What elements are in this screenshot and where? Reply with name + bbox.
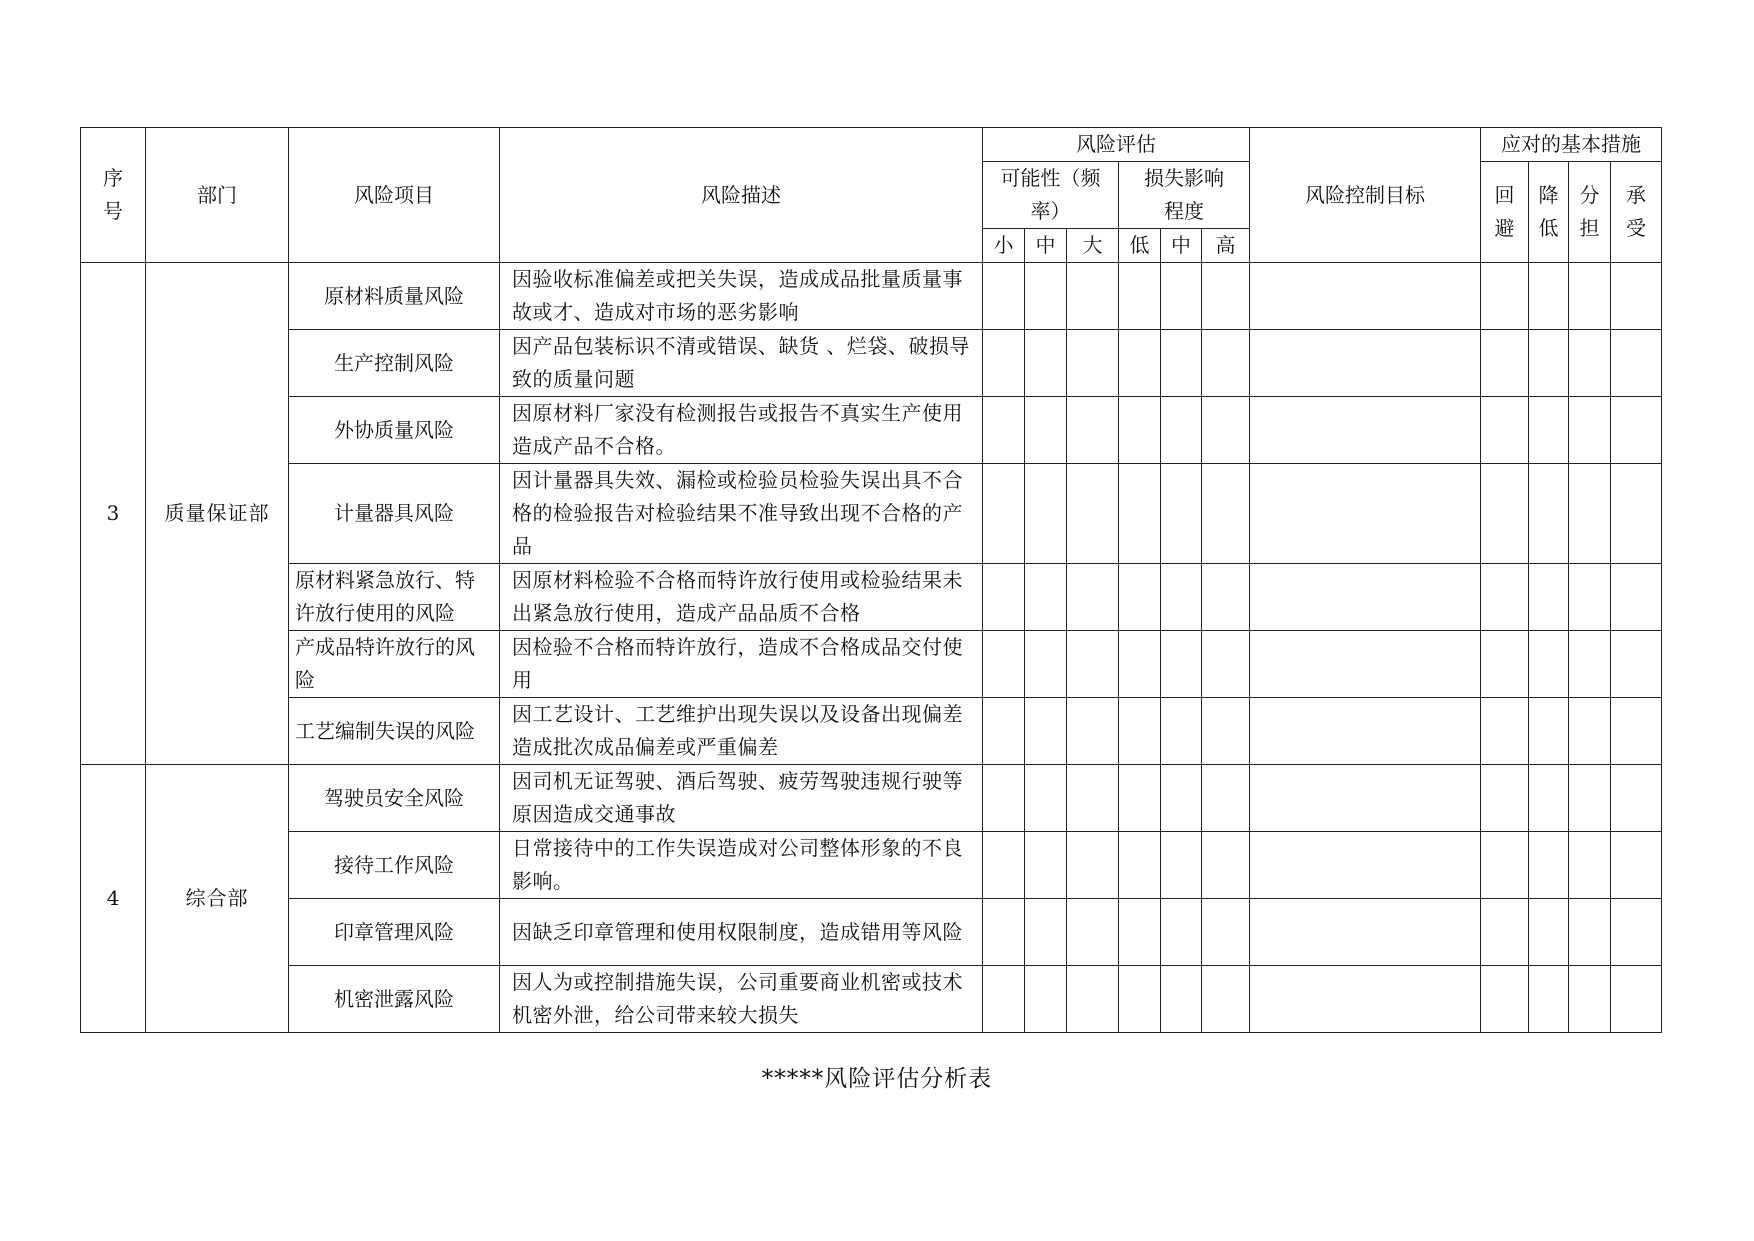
cell-measure-reduce[interactable] bbox=[1529, 564, 1569, 631]
risk-item-cell: 原材料紧急放行、特许放行使用的风险 bbox=[289, 564, 500, 631]
cell-measure-share[interactable] bbox=[1569, 564, 1611, 631]
header-imp-low: 低 bbox=[1119, 229, 1161, 263]
risk-item-cell: 机密泄露风险 bbox=[289, 966, 500, 1033]
header-dept: 部门 bbox=[146, 128, 289, 263]
cell-measure-accept[interactable] bbox=[1611, 899, 1662, 966]
cell-imp-low[interactable] bbox=[1119, 698, 1161, 765]
header-lik-small: 小 bbox=[983, 229, 1025, 263]
cell-measure-accept[interactable] bbox=[1611, 397, 1662, 464]
cell-lik-large[interactable] bbox=[1067, 464, 1119, 564]
risk-desc-cell: 因检验不合格而特许放行，造成不合格成品交付使用 bbox=[500, 631, 983, 698]
cell-control-goal[interactable] bbox=[1250, 464, 1481, 564]
cell-imp-medium[interactable] bbox=[1161, 330, 1202, 397]
cell-measure-accept[interactable] bbox=[1611, 263, 1662, 330]
risk-desc-cell: 因原材料厂家没有检测报告或报告不真实生产使用造成产品不合格。 bbox=[500, 397, 983, 464]
cell-lik-large[interactable] bbox=[1067, 330, 1119, 397]
cell-measure-avoid[interactable] bbox=[1481, 464, 1529, 564]
risk-item-cell: 计量器具风险 bbox=[289, 464, 500, 564]
cell-lik-medium[interactable] bbox=[1025, 397, 1067, 464]
risk-item-cell: 产成品特许放行的风险 bbox=[289, 631, 500, 698]
risk-item-cell: 印章管理风险 bbox=[289, 899, 500, 966]
cell-measure-share[interactable] bbox=[1569, 631, 1611, 698]
risk-desc-cell: 因司机无证驾驶、酒后驾驶、疲劳驾驶违规行驶等原因造成交通事故 bbox=[500, 765, 983, 832]
cell-imp-low[interactable] bbox=[1119, 464, 1161, 564]
cell-measure-accept[interactable] bbox=[1611, 966, 1662, 1033]
cell-lik-large[interactable] bbox=[1067, 263, 1119, 330]
cell-lik-small[interactable] bbox=[983, 564, 1025, 631]
cell-lik-small[interactable] bbox=[983, 263, 1025, 330]
risk-item-cell: 原材料质量风险 bbox=[289, 263, 500, 330]
cell-measure-share[interactable] bbox=[1569, 263, 1611, 330]
cell-measure-avoid[interactable] bbox=[1481, 899, 1529, 966]
cell-imp-high[interactable] bbox=[1202, 464, 1250, 564]
cell-control-goal[interactable] bbox=[1250, 765, 1481, 832]
cell-lik-small[interactable] bbox=[983, 966, 1025, 1033]
cell-imp-medium[interactable] bbox=[1161, 397, 1202, 464]
risk-desc-cell: 因工艺设计、工艺维护出现失误以及设备出现偏差造成批次成品偏差或严重偏差 bbox=[500, 698, 983, 765]
cell-lik-large[interactable] bbox=[1067, 899, 1119, 966]
cell-measure-share[interactable] bbox=[1569, 899, 1611, 966]
cell-lik-small[interactable] bbox=[983, 899, 1025, 966]
cell-measure-reduce[interactable] bbox=[1529, 631, 1569, 698]
cell-measure-share[interactable] bbox=[1569, 966, 1611, 1033]
cell-lik-large[interactable] bbox=[1067, 631, 1119, 698]
cell-lik-small[interactable] bbox=[983, 464, 1025, 564]
cell-lik-medium[interactable] bbox=[1025, 966, 1067, 1033]
cell-control-goal[interactable] bbox=[1250, 832, 1481, 899]
risk-item-cell: 驾驶员安全风险 bbox=[289, 765, 500, 832]
risk-item-cell: 外协质量风险 bbox=[289, 397, 500, 464]
cell-measure-share[interactable] bbox=[1569, 330, 1611, 397]
measure-share-text: 分担 bbox=[1579, 183, 1600, 240]
header-impact-text: 损失影响程度 bbox=[1144, 166, 1224, 223]
cell-imp-high[interactable] bbox=[1202, 899, 1250, 966]
header-likelihood bbox=[983, 162, 1119, 229]
measure-reduce-text: 降低 bbox=[1538, 183, 1559, 240]
cell-imp-medium[interactable] bbox=[1161, 765, 1202, 832]
cell-lik-medium[interactable] bbox=[1025, 832, 1067, 899]
cell-measure-avoid[interactable] bbox=[1481, 330, 1529, 397]
cell-imp-high[interactable] bbox=[1202, 832, 1250, 899]
cell-measure-reduce[interactable] bbox=[1529, 832, 1569, 899]
cell-imp-high[interactable] bbox=[1202, 631, 1250, 698]
table-row bbox=[81, 564, 1662, 631]
cell-lik-small[interactable] bbox=[983, 631, 1025, 698]
risk-desc-cell: 因产品包装标识不清或错误、缺货 、烂袋、破损导致的质量问题 bbox=[500, 330, 983, 397]
group-dept: 质量保证部 bbox=[146, 263, 289, 765]
cell-measure-reduce[interactable] bbox=[1529, 765, 1569, 832]
header-measures: 应对的基本措施 bbox=[1481, 128, 1662, 162]
table-row bbox=[81, 832, 1662, 899]
cell-measure-reduce[interactable] bbox=[1529, 330, 1569, 397]
cell-measure-accept[interactable] bbox=[1611, 832, 1662, 899]
cell-imp-medium[interactable] bbox=[1161, 966, 1202, 1033]
cell-lik-large[interactable] bbox=[1067, 765, 1119, 832]
group-dept: 综合部 bbox=[146, 765, 289, 1033]
header-lik-large: 大 bbox=[1067, 229, 1119, 263]
risk-desc-cell: 日常接待中的工作失误造成对公司整体形象的不良影响。 bbox=[500, 832, 983, 899]
cell-lik-large[interactable] bbox=[1067, 564, 1119, 631]
cell-measure-reduce[interactable] bbox=[1529, 397, 1569, 464]
cell-control-goal[interactable] bbox=[1250, 698, 1481, 765]
cell-imp-low[interactable] bbox=[1119, 397, 1161, 464]
header-imp-medium: 中 bbox=[1161, 229, 1202, 263]
header-likelihood-text: 可能性（频率） bbox=[1000, 166, 1101, 223]
risk-desc-cell: 因计量器具失效、漏检或检验员检验失误出具不合格的检验报告对检验结果不准导致出现不合格的产品 bbox=[500, 464, 983, 564]
cell-imp-high[interactable] bbox=[1202, 698, 1250, 765]
cell-lik-large[interactable] bbox=[1067, 698, 1119, 765]
cell-measure-avoid[interactable] bbox=[1481, 832, 1529, 899]
cell-measure-avoid[interactable] bbox=[1481, 698, 1529, 765]
cell-control-goal[interactable] bbox=[1250, 263, 1481, 330]
cell-imp-medium[interactable] bbox=[1161, 564, 1202, 631]
cell-lik-medium[interactable] bbox=[1025, 631, 1067, 698]
cell-measure-avoid[interactable] bbox=[1481, 966, 1529, 1033]
cell-measure-avoid[interactable] bbox=[1481, 397, 1529, 464]
table-row bbox=[81, 698, 1662, 765]
header-control-goal: 风险控制目标 bbox=[1250, 128, 1481, 263]
risk-desc-cell: 因缺乏印章管理和使用权限制度，造成错用等风险 bbox=[500, 899, 983, 966]
cell-lik-medium[interactable] bbox=[1025, 899, 1067, 966]
cell-imp-high[interactable] bbox=[1202, 397, 1250, 464]
table-row bbox=[81, 899, 1662, 966]
cell-imp-medium[interactable] bbox=[1161, 832, 1202, 899]
risk-item-cell: 接待工作风险 bbox=[289, 832, 500, 899]
table-row bbox=[81, 263, 1662, 330]
cell-lik-medium[interactable] bbox=[1025, 464, 1067, 564]
cell-imp-low[interactable] bbox=[1119, 832, 1161, 899]
table-row bbox=[81, 464, 1662, 564]
cell-measure-accept[interactable] bbox=[1611, 631, 1662, 698]
measure-avoid-text: 回避 bbox=[1494, 183, 1515, 240]
risk-desc-cell: 因原材料检验不合格而特许放行使用或检验结果未出紧急放行使用，造成产品品质不合格 bbox=[500, 564, 983, 631]
cell-measure-reduce[interactable] bbox=[1529, 966, 1569, 1033]
cell-lik-large[interactable] bbox=[1067, 966, 1119, 1033]
cell-imp-high[interactable] bbox=[1202, 263, 1250, 330]
cell-lik-small[interactable] bbox=[983, 832, 1025, 899]
cell-measure-reduce[interactable] bbox=[1529, 464, 1569, 564]
table-row bbox=[81, 765, 1662, 832]
header-risk-item: 风险项目 bbox=[289, 128, 500, 263]
cell-control-goal[interactable] bbox=[1250, 330, 1481, 397]
cell-measure-reduce[interactable] bbox=[1529, 698, 1569, 765]
header-measure-reduce bbox=[1529, 162, 1569, 263]
header-imp-high: 高 bbox=[1202, 229, 1250, 263]
table-caption: *****风险评估分析表 bbox=[761, 1066, 993, 1092]
cell-control-goal[interactable] bbox=[1250, 899, 1481, 966]
cell-measure-avoid[interactable] bbox=[1481, 765, 1529, 832]
header-measure-share bbox=[1569, 162, 1611, 263]
table-row bbox=[81, 631, 1662, 698]
cell-measure-accept[interactable] bbox=[1611, 464, 1662, 564]
cell-measure-share[interactable] bbox=[1569, 397, 1611, 464]
cell-measure-accept[interactable] bbox=[1611, 564, 1662, 631]
cell-imp-low[interactable] bbox=[1119, 263, 1161, 330]
cell-measure-share[interactable] bbox=[1569, 832, 1611, 899]
cell-control-goal[interactable] bbox=[1250, 631, 1481, 698]
risk-desc-cell: 因人为或控制措施失误，公司重要商业机密或技术机密外泄，给公司带来较大损失 bbox=[500, 966, 983, 1033]
cell-imp-high[interactable] bbox=[1202, 765, 1250, 832]
cell-imp-low[interactable] bbox=[1119, 631, 1161, 698]
risk-desc-cell: 因验收标准偏差或把关失误，造成成品批量质量事故或才、造成对市场的恶劣影响 bbox=[500, 263, 983, 330]
cell-measure-share[interactable] bbox=[1569, 765, 1611, 832]
cell-imp-medium[interactable] bbox=[1161, 698, 1202, 765]
cell-imp-high[interactable] bbox=[1202, 564, 1250, 631]
cell-lik-medium[interactable] bbox=[1025, 765, 1067, 832]
cell-measure-avoid[interactable] bbox=[1481, 564, 1529, 631]
cell-lik-small[interactable] bbox=[983, 765, 1025, 832]
risk-item-cell: 生产控制风险 bbox=[289, 330, 500, 397]
risk-item-cell: 工艺编制失误的风险 bbox=[289, 698, 500, 765]
cell-imp-medium[interactable] bbox=[1161, 631, 1202, 698]
cell-measure-avoid[interactable] bbox=[1481, 631, 1529, 698]
cell-lik-small[interactable] bbox=[983, 397, 1025, 464]
cell-imp-low[interactable] bbox=[1119, 966, 1161, 1033]
group-seq: 4 bbox=[81, 765, 146, 1033]
cell-imp-low[interactable] bbox=[1119, 564, 1161, 631]
cell-measure-share[interactable] bbox=[1569, 698, 1611, 765]
header-assessment: 风险评估 bbox=[983, 128, 1250, 162]
header-risk-desc: 风险描述 bbox=[500, 128, 983, 263]
cell-lik-medium[interactable] bbox=[1025, 330, 1067, 397]
cell-measure-avoid[interactable] bbox=[1481, 263, 1529, 330]
header-seq-text: 序号 bbox=[103, 166, 123, 223]
cell-imp-high[interactable] bbox=[1202, 330, 1250, 397]
cell-measure-share[interactable] bbox=[1569, 464, 1611, 564]
header-seq bbox=[81, 128, 146, 263]
header-impact bbox=[1119, 162, 1250, 229]
cell-control-goal[interactable] bbox=[1250, 397, 1481, 464]
cell-lik-medium[interactable] bbox=[1025, 698, 1067, 765]
header-measure-accept bbox=[1611, 162, 1662, 263]
cell-imp-medium[interactable] bbox=[1161, 464, 1202, 564]
cell-control-goal[interactable] bbox=[1250, 966, 1481, 1033]
cell-imp-medium[interactable] bbox=[1161, 263, 1202, 330]
cell-imp-low[interactable] bbox=[1119, 330, 1161, 397]
cell-imp-medium[interactable] bbox=[1161, 899, 1202, 966]
cell-imp-low[interactable] bbox=[1119, 899, 1161, 966]
cell-imp-low[interactable] bbox=[1119, 765, 1161, 832]
cell-lik-large[interactable] bbox=[1067, 832, 1119, 899]
cell-measure-reduce[interactable] bbox=[1529, 263, 1569, 330]
cell-lik-small[interactable] bbox=[983, 698, 1025, 765]
table-row bbox=[81, 330, 1662, 397]
measure-accept-text: 承受 bbox=[1626, 183, 1646, 240]
cell-measure-reduce[interactable] bbox=[1529, 899, 1569, 966]
cell-lik-medium[interactable] bbox=[1025, 263, 1067, 330]
table-row bbox=[81, 397, 1662, 464]
cell-lik-small[interactable] bbox=[983, 330, 1025, 397]
cell-measure-accept[interactable] bbox=[1611, 765, 1662, 832]
header-measure-avoid bbox=[1481, 162, 1529, 263]
cell-measure-accept[interactable] bbox=[1611, 330, 1662, 397]
cell-measure-accept[interactable] bbox=[1611, 698, 1662, 765]
header-lik-medium: 中 bbox=[1025, 229, 1067, 263]
group-seq: 3 bbox=[81, 263, 146, 765]
cell-imp-high[interactable] bbox=[1202, 966, 1250, 1033]
cell-lik-medium[interactable] bbox=[1025, 564, 1067, 631]
cell-lik-large[interactable] bbox=[1067, 397, 1119, 464]
cell-control-goal[interactable] bbox=[1250, 564, 1481, 631]
risk-assessment-table bbox=[80, 127, 1662, 1033]
table-row bbox=[81, 966, 1662, 1033]
